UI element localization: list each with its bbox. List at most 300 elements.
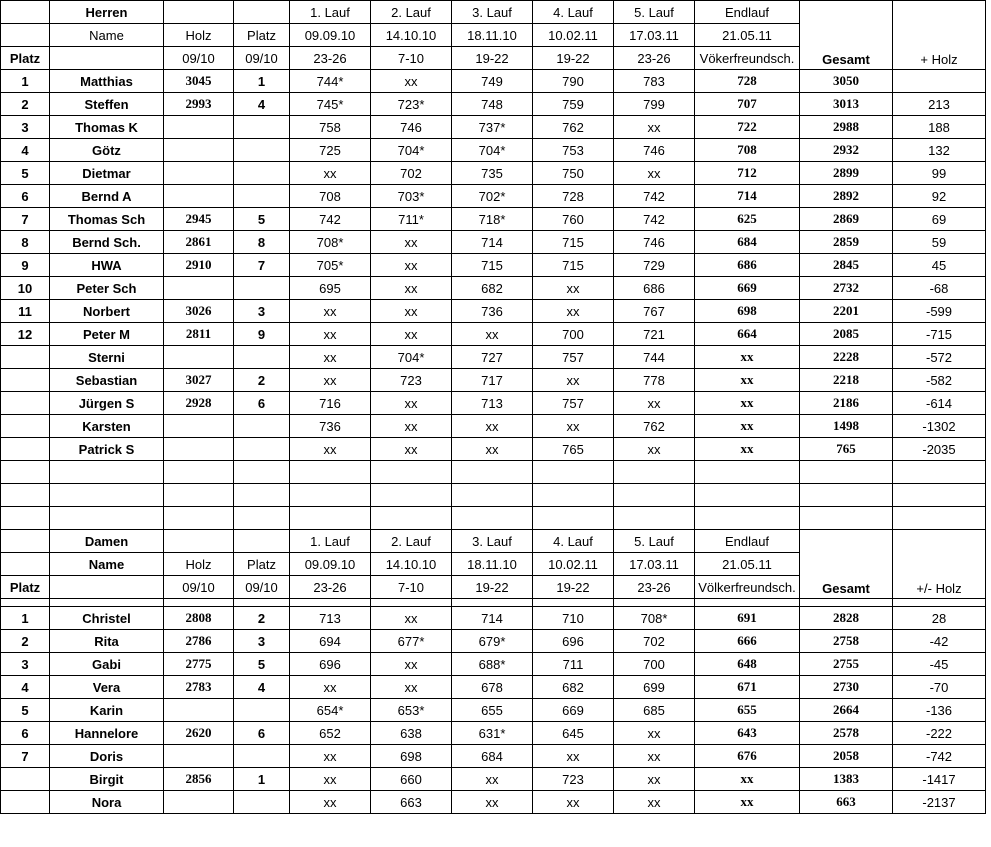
- run-score: 718*: [452, 208, 533, 231]
- final-score: xx: [695, 791, 800, 814]
- run-score: xx: [614, 745, 695, 768]
- run-score: xx: [371, 323, 452, 346]
- run-score: xx: [290, 676, 371, 699]
- player-name: Karin: [50, 699, 164, 722]
- player-name: Bernd Sch.: [50, 231, 164, 254]
- empty-cell: [695, 599, 800, 607]
- empty-cell: [50, 461, 164, 484]
- rank-cell: [1, 415, 50, 438]
- run-score: 749: [452, 70, 533, 93]
- diff-score: -222: [893, 722, 986, 745]
- diff-score: -742: [893, 745, 986, 768]
- final-score: xx: [695, 392, 800, 415]
- player-name: Sterni: [50, 346, 164, 369]
- platz-cell: 1: [234, 768, 290, 791]
- run-lanes: 19-22: [533, 47, 614, 70]
- run-score: 725: [290, 139, 371, 162]
- empty-cell: [234, 507, 290, 530]
- empty-cell: [533, 507, 614, 530]
- run-score: 695: [290, 277, 371, 300]
- run-score: 711: [533, 653, 614, 676]
- platz-cell: [234, 162, 290, 185]
- final-score: 708: [695, 139, 800, 162]
- run-score: 679*: [452, 630, 533, 653]
- run-score: 702: [371, 162, 452, 185]
- final-score: 669: [695, 277, 800, 300]
- rank-cell: 1: [1, 70, 50, 93]
- empty-cell: [164, 599, 234, 607]
- player-name: Nora: [50, 791, 164, 814]
- run-score: 669: [533, 699, 614, 722]
- run-score: 767: [614, 300, 695, 323]
- total-score: 1383: [800, 768, 893, 791]
- platz-cell: 9: [234, 323, 290, 346]
- diff-header: +/- Holz: [893, 530, 986, 599]
- player-name: Thomas Sch: [50, 208, 164, 231]
- run-date: 14.10.10: [371, 24, 452, 47]
- run-score: xx: [371, 300, 452, 323]
- section-title: Herren: [50, 1, 164, 24]
- empty-cell: [164, 484, 234, 507]
- run-lanes: 19-22: [533, 576, 614, 599]
- run-lanes: Völkerfreundsch.: [695, 576, 800, 599]
- rank-cell: 10: [1, 277, 50, 300]
- total-score: 2828: [800, 607, 893, 630]
- table-row: [1, 162, 986, 185]
- table-row: [1, 415, 986, 438]
- empty-cell: [452, 599, 533, 607]
- run-score: 744*: [290, 70, 371, 93]
- holz-cell: 2775: [164, 653, 234, 676]
- platz-cell: [234, 185, 290, 208]
- holz-cell: [164, 116, 234, 139]
- run-score: xx: [290, 438, 371, 461]
- empty-cell: [371, 461, 452, 484]
- run-lanes: 23-26: [290, 576, 371, 599]
- final-score: 625: [695, 208, 800, 231]
- empty-cell: [290, 599, 371, 607]
- rank-cell: 8: [1, 231, 50, 254]
- run-score: 702*: [452, 185, 533, 208]
- rank-cell: 4: [1, 676, 50, 699]
- final-score: xx: [695, 369, 800, 392]
- empty-cell: [452, 461, 533, 484]
- player-name: Sebastian: [50, 369, 164, 392]
- holz-cell: [164, 745, 234, 768]
- run-score: xx: [371, 392, 452, 415]
- run-score: xx: [452, 791, 533, 814]
- table-row: [1, 745, 986, 768]
- empty-cell: [50, 599, 164, 607]
- run-lanes: 7-10: [371, 576, 452, 599]
- run-score: 704*: [371, 346, 452, 369]
- run-label: 5. Lauf: [614, 530, 695, 553]
- run-score: 799: [614, 93, 695, 116]
- run-score: xx: [371, 607, 452, 630]
- total-score: 2988: [800, 116, 893, 139]
- run-score: 638: [371, 722, 452, 745]
- run-score: 682: [452, 277, 533, 300]
- run-date: 10.02.11: [533, 24, 614, 47]
- empty-cell: [50, 576, 164, 599]
- holz-cell: 2945: [164, 208, 234, 231]
- empty-cell: [1, 1, 50, 24]
- run-score: xx: [533, 300, 614, 323]
- run-date: 10.02.11: [533, 553, 614, 576]
- run-score: 750: [533, 162, 614, 185]
- holz-cell: 2910: [164, 254, 234, 277]
- rank-cell: 6: [1, 185, 50, 208]
- empty-cell: [533, 599, 614, 607]
- run-score: xx: [533, 369, 614, 392]
- column-header-holz: Holz: [164, 24, 234, 47]
- run-score: 688*: [452, 653, 533, 676]
- player-name: Peter Sch: [50, 277, 164, 300]
- run-score: xx: [614, 392, 695, 415]
- run-score: xx: [371, 254, 452, 277]
- holz-cell: 2993: [164, 93, 234, 116]
- run-score: xx: [290, 300, 371, 323]
- run-score: 717: [452, 369, 533, 392]
- total-score: 2732: [800, 277, 893, 300]
- run-date: 21.05.11: [695, 24, 800, 47]
- holz-cell: [164, 139, 234, 162]
- run-score: 684: [452, 745, 533, 768]
- run-score: 710: [533, 607, 614, 630]
- table-row: [1, 599, 986, 607]
- player-name: Birgit: [50, 768, 164, 791]
- table-row: [1, 254, 986, 277]
- player-name: Jürgen S: [50, 392, 164, 415]
- total-score: 3050: [800, 70, 893, 93]
- run-score: 696: [290, 653, 371, 676]
- empty-cell: [893, 484, 986, 507]
- total-score: 2859: [800, 231, 893, 254]
- run-score: 729: [614, 254, 695, 277]
- holz-cell: 3027: [164, 369, 234, 392]
- run-score: 652: [290, 722, 371, 745]
- run-label: 4. Lauf: [533, 1, 614, 24]
- run-score: xx: [371, 70, 452, 93]
- run-label: 3. Lauf: [452, 1, 533, 24]
- run-label: 2. Lauf: [371, 530, 452, 553]
- run-score: xx: [452, 415, 533, 438]
- run-date: 09.09.10: [290, 553, 371, 576]
- holz-cell: 2620: [164, 722, 234, 745]
- run-label: 1. Lauf: [290, 1, 371, 24]
- run-score: 715: [533, 254, 614, 277]
- rank-cell: 5: [1, 162, 50, 185]
- final-score: 686: [695, 254, 800, 277]
- season-label: 09/10: [234, 576, 290, 599]
- run-score: xx: [614, 791, 695, 814]
- empty-cell: [800, 461, 893, 484]
- empty-cell: [371, 484, 452, 507]
- empty-cell: [614, 461, 695, 484]
- run-label: 4. Lauf: [533, 530, 614, 553]
- run-score: xx: [371, 231, 452, 254]
- empty-cell: [1, 599, 50, 607]
- diff-score: 99: [893, 162, 986, 185]
- empty-cell: [234, 461, 290, 484]
- holz-cell: [164, 277, 234, 300]
- platz-cell: [234, 745, 290, 768]
- run-score: 759: [533, 93, 614, 116]
- run-score: xx: [452, 768, 533, 791]
- rank-cell: 1: [1, 607, 50, 630]
- diff-score: -599: [893, 300, 986, 323]
- run-score: 700: [614, 653, 695, 676]
- table-row: [1, 653, 986, 676]
- empty-cell: [164, 461, 234, 484]
- platz-cell: [234, 791, 290, 814]
- run-score: 723: [533, 768, 614, 791]
- platz-cell: 8: [234, 231, 290, 254]
- platz-cell: 5: [234, 208, 290, 231]
- final-score: 712: [695, 162, 800, 185]
- player-name: Norbert: [50, 300, 164, 323]
- table-row: [1, 630, 986, 653]
- total-score: 2932: [800, 139, 893, 162]
- total-score: 2755: [800, 653, 893, 676]
- run-date: 17.03.11: [614, 24, 695, 47]
- run-score: 727: [452, 346, 533, 369]
- run-label: Endlauf: [695, 530, 800, 553]
- platz-cell: [234, 438, 290, 461]
- run-score: 736: [452, 300, 533, 323]
- total-score: 2578: [800, 722, 893, 745]
- table-row: [1, 346, 986, 369]
- run-score: 685: [614, 699, 695, 722]
- rank-cell: 11: [1, 300, 50, 323]
- player-name: Peter M: [50, 323, 164, 346]
- run-date: 18.11.10: [452, 24, 533, 47]
- holz-cell: 2783: [164, 676, 234, 699]
- run-score: xx: [614, 162, 695, 185]
- table-row: [1, 530, 986, 553]
- rank-cell: [1, 346, 50, 369]
- column-header-platz: Platz: [234, 553, 290, 576]
- run-label: Endlauf: [695, 1, 800, 24]
- empty-cell: [1, 507, 50, 530]
- table-row: [1, 699, 986, 722]
- table-row: [1, 461, 986, 484]
- run-label: 1. Lauf: [290, 530, 371, 553]
- diff-score: 28: [893, 607, 986, 630]
- platz-cell: 1: [234, 70, 290, 93]
- rank-cell: [1, 438, 50, 461]
- empty-cell: [800, 507, 893, 530]
- run-score: 715: [452, 254, 533, 277]
- run-score: 694: [290, 630, 371, 653]
- run-score: xx: [290, 346, 371, 369]
- run-lanes: 23-26: [614, 576, 695, 599]
- run-score: xx: [290, 162, 371, 185]
- run-score: 744: [614, 346, 695, 369]
- run-score: 678: [452, 676, 533, 699]
- player-name: Steffen: [50, 93, 164, 116]
- holz-cell: 3026: [164, 300, 234, 323]
- holz-cell: [164, 185, 234, 208]
- empty-cell: [290, 507, 371, 530]
- empty-cell: [290, 461, 371, 484]
- run-score: 708*: [290, 231, 371, 254]
- table-row: [1, 116, 986, 139]
- holz-cell: [164, 162, 234, 185]
- player-name: Christel: [50, 607, 164, 630]
- run-lanes: Vökerfreundsch.: [695, 47, 800, 70]
- player-name: Patrick S: [50, 438, 164, 461]
- empty-cell: [371, 507, 452, 530]
- run-score: xx: [371, 438, 452, 461]
- total-score: 1498: [800, 415, 893, 438]
- diff-score: -715: [893, 323, 986, 346]
- final-score: 676: [695, 745, 800, 768]
- empty-cell: [614, 599, 695, 607]
- table-row: [1, 676, 986, 699]
- table-row: [1, 185, 986, 208]
- player-name: Rita: [50, 630, 164, 653]
- empty-cell: [893, 461, 986, 484]
- table-row: [1, 93, 986, 116]
- player-name: Thomas K: [50, 116, 164, 139]
- total-score: 2218: [800, 369, 893, 392]
- holz-cell: [164, 791, 234, 814]
- run-score: xx: [452, 323, 533, 346]
- total-score: 765: [800, 438, 893, 461]
- run-score: 655: [452, 699, 533, 722]
- rank-cell: 2: [1, 630, 50, 653]
- empty-cell: [50, 47, 164, 70]
- platz-cell: 6: [234, 392, 290, 415]
- empty-cell: [695, 461, 800, 484]
- empty-cell: [50, 507, 164, 530]
- diff-score: -70: [893, 676, 986, 699]
- run-score: 708: [290, 185, 371, 208]
- run-score: xx: [614, 116, 695, 139]
- diff-score: -1302: [893, 415, 986, 438]
- empty-cell: [1, 553, 50, 576]
- table-row: [1, 323, 986, 346]
- rank-cell: [1, 392, 50, 415]
- player-name: Doris: [50, 745, 164, 768]
- column-header-holz: Holz: [164, 553, 234, 576]
- total-score: 2899: [800, 162, 893, 185]
- run-score: xx: [533, 745, 614, 768]
- run-score: 654*: [290, 699, 371, 722]
- run-score: 762: [533, 116, 614, 139]
- table-row: [1, 231, 986, 254]
- run-score: 753: [533, 139, 614, 162]
- run-date: 18.11.10: [452, 553, 533, 576]
- table-row: [1, 1, 986, 24]
- run-score: xx: [533, 791, 614, 814]
- diff-score: -68: [893, 277, 986, 300]
- run-score: xx: [371, 653, 452, 676]
- final-score: 664: [695, 323, 800, 346]
- gesamt-header: Gesamt: [800, 1, 893, 70]
- final-score: 722: [695, 116, 800, 139]
- run-score: 704*: [452, 139, 533, 162]
- run-score: 711*: [371, 208, 452, 231]
- diff-score: [893, 70, 986, 93]
- run-score: 700: [533, 323, 614, 346]
- run-score: 645: [533, 722, 614, 745]
- empty-cell: [1, 24, 50, 47]
- rank-cell: [1, 369, 50, 392]
- diff-score: -42: [893, 630, 986, 653]
- holz-cell: 2928: [164, 392, 234, 415]
- run-score: 757: [533, 392, 614, 415]
- empty-cell: [614, 484, 695, 507]
- final-score: 643: [695, 722, 800, 745]
- final-score: 707: [695, 93, 800, 116]
- table-row: [1, 139, 986, 162]
- run-score: 745*: [290, 93, 371, 116]
- run-score: 783: [614, 70, 695, 93]
- empty-cell: [533, 484, 614, 507]
- table-row: [1, 507, 986, 530]
- total-score: 2228: [800, 346, 893, 369]
- run-score: xx: [533, 277, 614, 300]
- rank-cell: 5: [1, 699, 50, 722]
- run-score: 708*: [614, 607, 695, 630]
- run-score: 704*: [371, 139, 452, 162]
- rank-cell: 7: [1, 208, 50, 231]
- run-score: 696: [533, 630, 614, 653]
- run-score: 742: [614, 185, 695, 208]
- diff-header: + Holz: [893, 1, 986, 70]
- run-score: 746: [371, 116, 452, 139]
- rank-cell: 3: [1, 116, 50, 139]
- diff-score: 132: [893, 139, 986, 162]
- table-row: [1, 768, 986, 791]
- final-score: 728: [695, 70, 800, 93]
- run-score: 713: [290, 607, 371, 630]
- final-score: 671: [695, 676, 800, 699]
- platz-cell: [234, 346, 290, 369]
- player-name: Vera: [50, 676, 164, 699]
- table-row: [1, 438, 986, 461]
- rank-cell: [1, 791, 50, 814]
- run-score: xx: [290, 791, 371, 814]
- empty-cell: [695, 484, 800, 507]
- player-name: Gabi: [50, 653, 164, 676]
- season-label: 09/10: [164, 576, 234, 599]
- run-score: 748: [452, 93, 533, 116]
- rank-cell: 7: [1, 745, 50, 768]
- empty-cell: [234, 530, 290, 553]
- holz-cell: 2861: [164, 231, 234, 254]
- empty-cell: [452, 507, 533, 530]
- diff-score: -2035: [893, 438, 986, 461]
- table-row: [1, 791, 986, 814]
- table-row: [1, 277, 986, 300]
- run-score: 686: [614, 277, 695, 300]
- table-row: [1, 70, 986, 93]
- run-lanes: 19-22: [452, 576, 533, 599]
- platz-cell: [234, 415, 290, 438]
- empty-cell: [695, 507, 800, 530]
- column-header-rank: Platz: [1, 47, 50, 70]
- empty-cell: [234, 599, 290, 607]
- platz-cell: 4: [234, 93, 290, 116]
- run-score: 736: [290, 415, 371, 438]
- run-score: 728: [533, 185, 614, 208]
- season-label: 09/10: [164, 47, 234, 70]
- final-score: 691: [695, 607, 800, 630]
- platz-cell: 4: [234, 676, 290, 699]
